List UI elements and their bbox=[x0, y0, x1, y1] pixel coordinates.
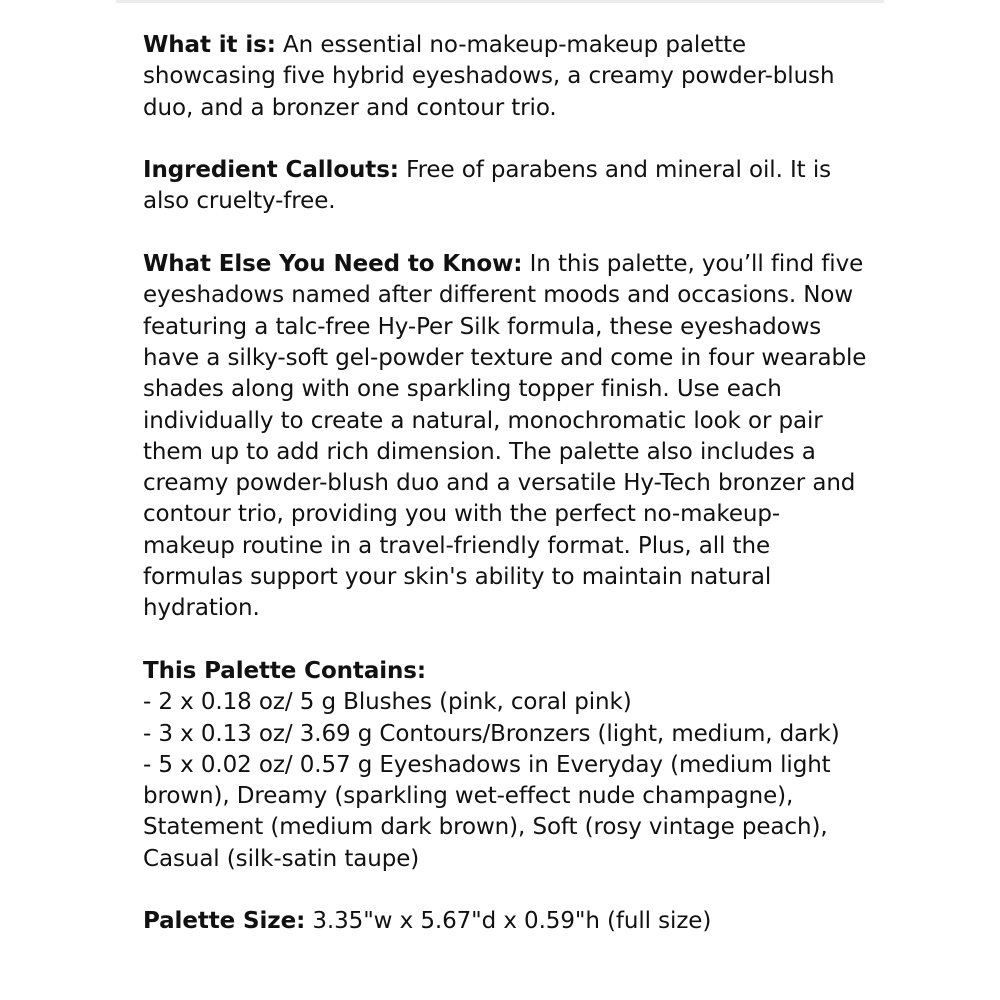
what-it-is-text: An essential no-makeup-makeup palette showcasing five hybrid eyeshadows, a creamy powder-blush duo, and a bronzer and contour trio. bbox=[143, 32, 835, 121]
palette-size-label: Palette Size: bbox=[143, 908, 306, 935]
ingredient-callouts-section bbox=[143, 155, 868, 218]
top-divider bbox=[116, 0, 884, 3]
palette-size-text: 3.35"w x 5.67"d x 0.59"h (full size) bbox=[312, 908, 712, 935]
what-else-paragraph bbox=[143, 249, 868, 625]
what-it-is-label: What it is: bbox=[143, 32, 276, 58]
what-it-is-paragraph bbox=[143, 30, 868, 124]
list-item: - 5 x 0.02 oz/ 0.57 g Eyeshadows in Everyday (medium light brown), Dreamy (sparkling wet-effect nude champagne), Statement (medium dark brown), Soft (rosy vintage peach), Casual (silk-satin taupe) bbox=[143, 751, 831, 872]
palette-contains-section bbox=[143, 656, 868, 875]
palette-contains-label: This Palette Contains: bbox=[143, 657, 426, 684]
ingredient-callouts-label: Ingredient Callouts: bbox=[143, 157, 399, 184]
product-description bbox=[143, 30, 868, 969]
ingredient-callouts-text: Free of parabens and mineral oil. It is also cruelty-free. bbox=[143, 157, 831, 215]
what-it-is-section bbox=[143, 30, 868, 124]
what-else-section bbox=[143, 249, 868, 625]
what-else-label: What Else You Need to Know: bbox=[143, 251, 523, 278]
palette-size-paragraph bbox=[143, 906, 868, 937]
what-else-text: In this palette, you’ll find five eyeshadows named after different moods and occasions. Now featuring a talc-free Hy-Per Silk formula, these eyeshadows have a silky-soft gel-powder texture and come in four wearable shades along with one sparkling topper finish. Use each individually to create a natural, monochromatic look or pair them up to add rich dimension. The palette also includes a creamy powder-blush duo and a versatile Hy-Tech bronzer and contour trio, providing you with the perfect no-makeup-makeup routine in a travel-friendly format. Plus, all the formulas support your skin's ability to maintain natural hydration. bbox=[143, 251, 867, 622]
list-item: - 2 x 0.18 oz/ 5 g Blushes (pink, coral pink) bbox=[143, 689, 632, 716]
list-item: - 3 x 0.13 oz/ 3.69 g Contours/Bronzers (light, medium, dark) bbox=[143, 720, 840, 747]
palette-size-section bbox=[143, 906, 868, 937]
ingredient-callouts-paragraph bbox=[143, 155, 868, 218]
